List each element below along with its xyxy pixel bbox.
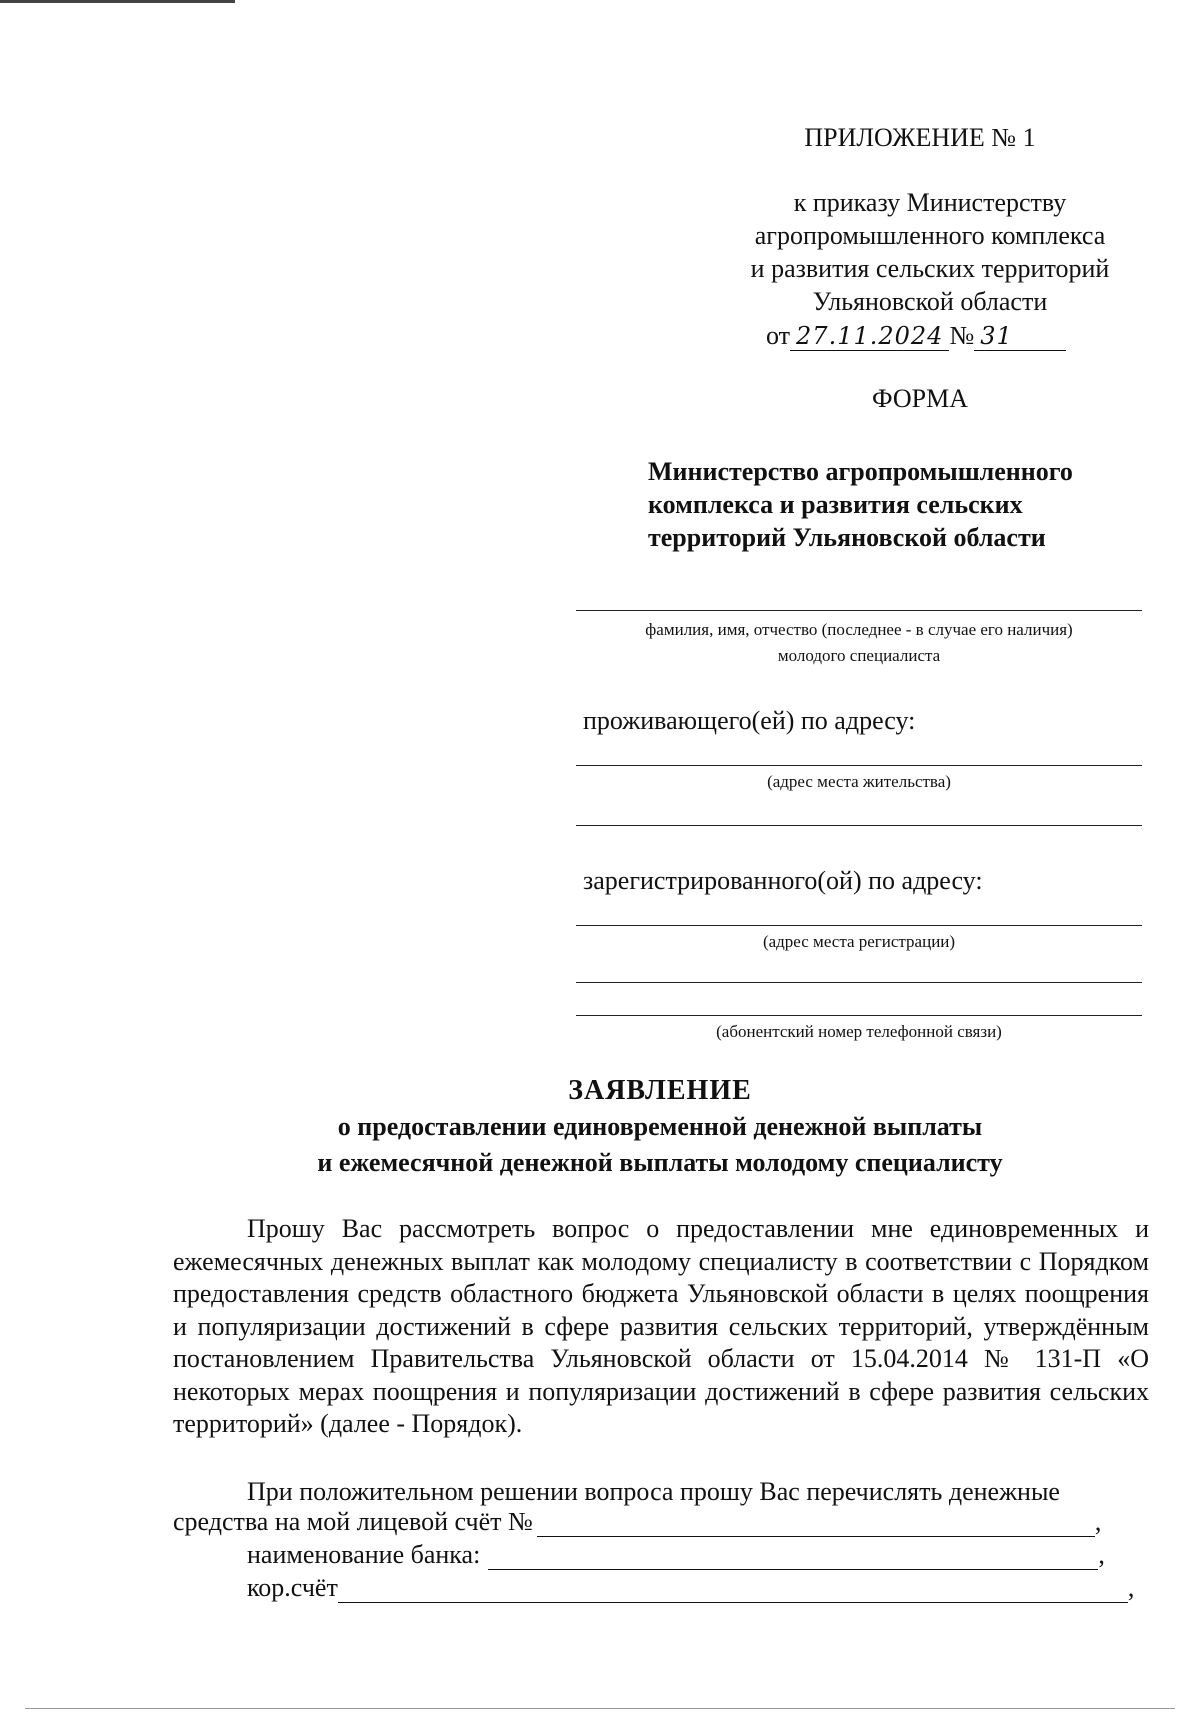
account-row [173, 1507, 1101, 1537]
registration-address-line-2[interactable] [576, 982, 1142, 983]
order-reference [700, 186, 1160, 318]
name-caption-line: фамилия, имя, отчество (последнее - в случае его наличия) [645, 620, 1073, 639]
statement-heading: ЗАЯВЛЕНИЕ [568, 1075, 752, 1106]
account-number-field[interactable] [537, 1512, 1095, 1537]
living-address-label: проживающего(ей) по адресу: [583, 706, 916, 735]
living-address-line-2[interactable] [576, 825, 1142, 826]
date-prefix: от [766, 321, 791, 350]
registration-address-label: зарегистрированного(ой) по адресу: [583, 866, 983, 895]
name-caption-line: молодого специалиста [777, 646, 941, 665]
corr-account-row [247, 1573, 1134, 1603]
corr-account-label: кор.счёт [247, 1573, 338, 1602]
account-label: средства на мой лицевой счёт № [173, 1507, 533, 1536]
name-caption [576, 617, 1142, 669]
phone-field-line[interactable] [576, 1015, 1142, 1016]
statement-subtitle: о предоставлении единовременной денежной выплаты [337, 1112, 983, 1141]
number-prefix: № [949, 321, 975, 350]
registration-address-line[interactable] [576, 925, 1142, 926]
name-field-line[interactable] [576, 610, 1142, 611]
request-paragraph: Прошу Вас рассмотреть вопрос о предоставлении мне единовременных и ежемесячных денежных выплат как молодому специалисту в соответствии с Порядком предоставления средств областного бюджета Ульяновской области в целях поощрения и популяризации достижений в сфере развития сельских территорий, утверждённым постановлением Правительства Ульяновской области от 15.04.2014 № 131-П «О некоторых мерах поощрения и популяризации достижений в сфере развития сельских территорий» (далее - Порядок). [173, 1214, 1149, 1438]
bank-row [247, 1540, 1105, 1570]
living-address-caption: (адрес места жительства) [767, 772, 951, 791]
payment-paragraph: При положительном решении вопроса прошу Вас перечислять денежные [247, 1477, 1060, 1506]
order-date-number [766, 321, 1066, 351]
recipient-ministry [648, 455, 1168, 554]
form-label: ФОРМА [872, 384, 968, 413]
corr-account-field[interactable] [338, 1578, 1128, 1603]
recipient-line: территорий Ульяновской области [648, 523, 1046, 552]
comma: , [1098, 1540, 1105, 1569]
statement-title [160, 1075, 1160, 1181]
scan-edge-top [0, 0, 235, 3]
handwritten-date: 27.11.2024 [790, 322, 949, 351]
recipient-line: Министерство агропромышленного [648, 457, 1073, 486]
order-line: агропромышленного комплекса [754, 221, 1106, 250]
registration-address-caption: (адрес места регистрации) [762, 932, 956, 951]
bank-label: наименование банка: [247, 1540, 481, 1569]
bank-name-field[interactable] [488, 1545, 1098, 1570]
scan-edge-bottom [25, 1708, 1175, 1709]
phone-caption: (абонентский номер телефонной связи) [716, 1022, 1002, 1041]
comma: , [1127, 1573, 1135, 1602]
order-line: к приказу Министерству [793, 188, 1067, 217]
recipient-line: комплекса и развития сельских [648, 490, 1023, 519]
statement-subtitle: и ежемесячной денежной выплаты молодому специалисту [317, 1148, 1003, 1177]
comma: , [1094, 1507, 1102, 1536]
handwritten-number: 31 [974, 322, 1066, 351]
appendix-heading: ПРИЛОЖЕНИЕ № 1 [804, 123, 1036, 152]
living-address-line[interactable] [576, 765, 1142, 766]
order-line: и развития сельских территорий [750, 254, 1110, 283]
order-line: Ульяновской области [812, 287, 1048, 316]
